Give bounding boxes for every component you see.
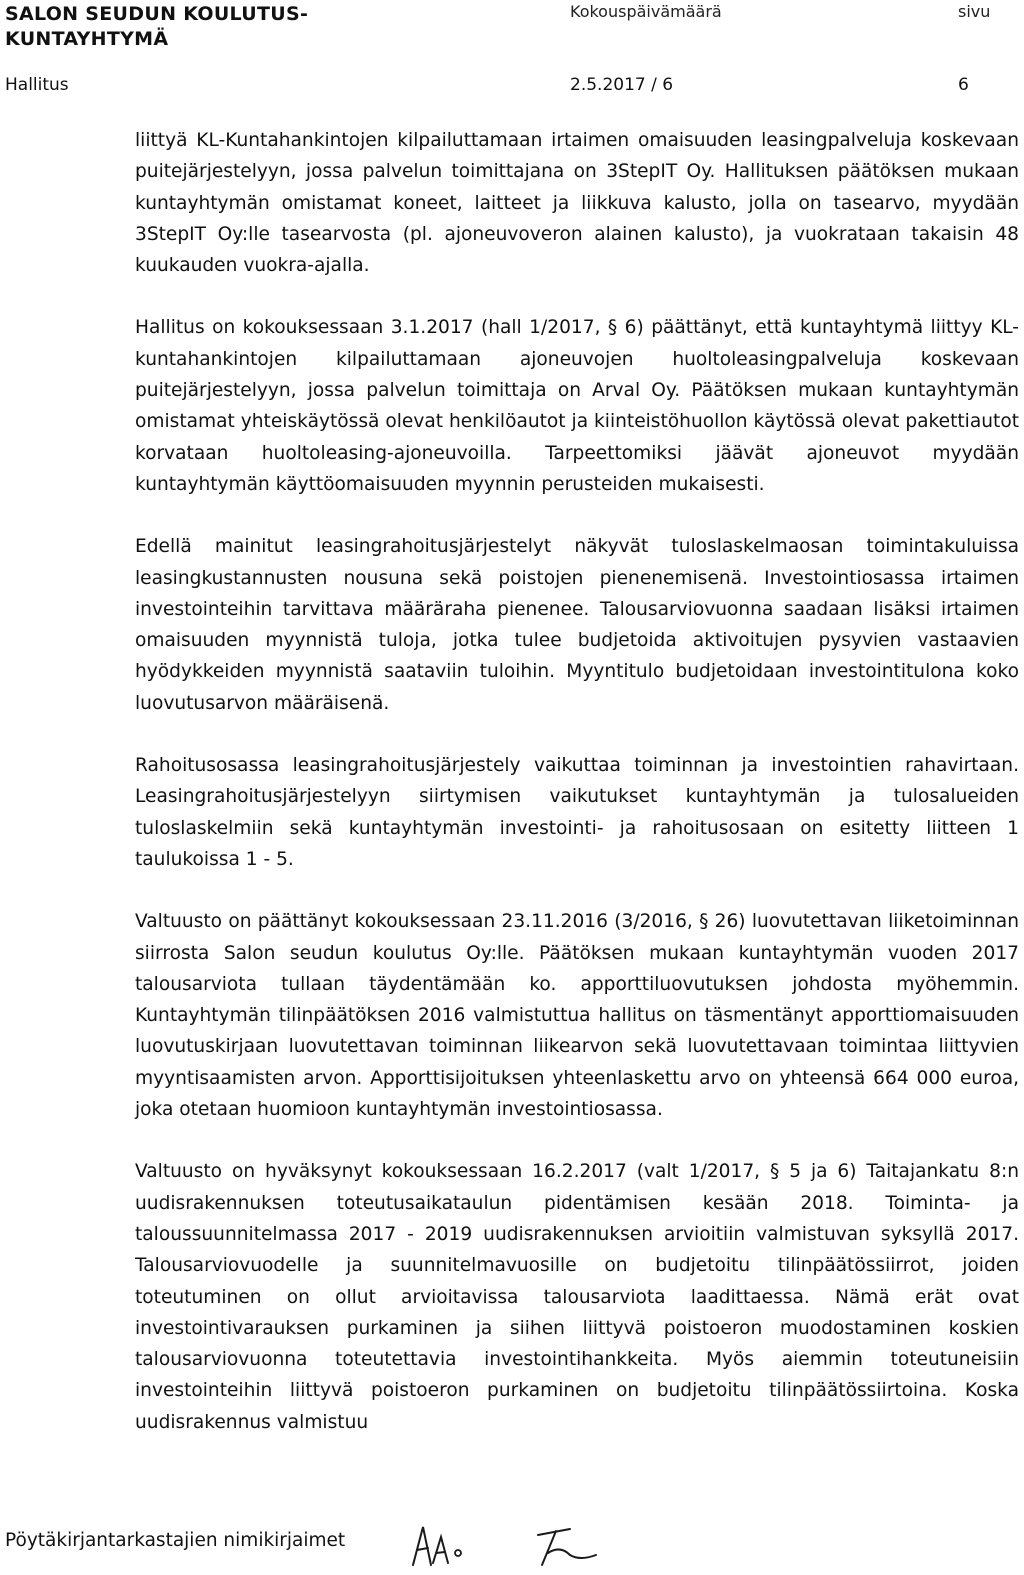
minutes-checkers-initials-label: Pöytäkirjantarkastajien nimikirjaimet — [5, 1530, 346, 1551]
handwritten-initials-1 — [410, 1515, 470, 1570]
governing-body: Hallitus — [5, 75, 69, 95]
paragraph: Valtuusto on hyväksynyt kokouksessaan 16.2.2017 (valt 1/2017, § 5 ja 6) Taitajankatu 8:n uudisrakennuksen toteutusaikataulun pidentämisen kesään 2018. Toiminta- ja taloussuunnitelmassa 2017 - 2019 uudisrakennuksen arvioitiin valmistuvan syksyllä 2017. Talousarviovuodelle ja suunnitelmavuosille on budjetoitu tilinpäätössiirrot, joiden toteutuminen on ollut arvioitavissa talousarviota laadittaessa. Nämä erät ovat investointivarauksen purkaminen ja siihen liittyvä poistoeron muodostaminen koskien talousarviovuonna toteutettavia investointihankkeita. Myös aiemmin toteutuneisiin investointeihin liittyvä poistoeron purkaminen on budjetoitu tilinpäätössiirtoina. Koska uudisrakennus valmistuu — [135, 1161, 1019, 1433]
meeting-date-value: 2.5.2017 / 6 — [570, 75, 674, 95]
paragraph: Rahoitusosassa leasingrahoitusjärjestely vaikuttaa toiminnan ja investointien rahavirtaan. Leasingrahoitusjärjestelyyn siirtymisen vaikutukset kuntayhtymän ja tulosalueiden tuloslaskelmiin sekä kuntayhtymän investointi- ja rahoitusosaan on esitetty liitteen 1 taulukoissa 1 - 5. — [135, 755, 1019, 870]
paragraph: liittyä KL-Kuntahankintojen kilpailuttamaan irtaimen omaisuuden leasingpalveluja koskevaan puitejärjestelyyn, jossa palvelun toimittajana on 3StepIT Oy. Hallituksen päätöksen mukaan kuntayhtymän omistamat koneet, laitteet ja liikkuva kalusto, jolla on tasearvo, myydään 3StepIT Oy:lle tasearvosta (pl. ajoneuvoveron alainen kalusto), ja vuokrataan takaisin 48 kuukauden vuokra-ajalla. — [135, 130, 1019, 277]
handwritten-initials-2 — [530, 1515, 605, 1570]
page-label: sivu — [958, 2, 991, 21]
page-number: 6 — [958, 75, 969, 95]
paragraph: Hallitus on kokouksessaan 3.1.2017 (hall 1/2017, § 6) päättänyt, että kuntayhtymä liittyy KL-kuntahankintojen kilpailuttamaan ajoneuvojen huoltoleasingpalveluja koskevaan puitejärjestelyyn, jossa palvelun toimittaja on Arval Oy. Päätöksen mukaan kuntayhtymän omistamat yhteiskäytössä olevat henkilöautot ja kiinteistöhuollon käytössä olevat pakettiautot korvataan huoltoleasing-ajoneuvoilla. Tarpeettomiksi jäävät ajoneuvot myydään kuntayhtymän käyttöomaisuuden myynnin perusteiden mukaisesti. — [135, 317, 1019, 495]
paragraph: Edellä mainitut leasingrahoitusjärjestelyt näkyvät tuloslaskelmaosan toimintakuluissa leasingkustannusten nousuna sekä poistojen pienenemisenä. Investointiosassa irtaimen investointeihin tarvittava määräraha pienenee. Talousarviovuonna saadaan lisäksi irtaimen omaisuuden myynnistä tuloja, jotka tulee budjetoida aktivoitujen pysyvien vastaavien hyödykkeiden myynnistä saataviin tuloihin. Myyntitulo budjetoidaan investointitulona koko luovutusarvon määräisenä. — [135, 536, 1019, 714]
organization-name-line-2: KUNTAYHTYMÄ — [5, 28, 169, 50]
organization-name — [5, 2, 308, 52]
paragraph: Valtuusto on päättänyt kokouksessaan 23.11.2016 (3/2016, § 26) luovutettavan liiketoiminnan siirrosta Salon seudun koulutus Oy:lle. Päätöksen mukaan kuntayhtymän vuoden 2017 talousarviota tullaan täydentämään ko. apporttiluovutuksen johdosta myöhemmin. Kuntayhtymän tilinpäätöksen 2016 valmistuttua hallitus on täsmentänyt apporttiomaisuuden luovutuskirjaan luovutettavan toiminnan liikearvon sekä luovutettavaan toimintaa liittyvien myyntisaamisten arvon. Apporttisijoituksen yhteenlaskettu arvo on yhteensä 664 000 euroa, joka otetaan huomioon kuntayhtymän investointiosassa. — [135, 911, 1019, 1121]
meeting-date-label: Kokouspäivämäärä — [570, 2, 722, 21]
organization-name-line-1: SALON SEUDUN KOULUTUS- — [5, 3, 309, 25]
document-body — [135, 125, 1019, 1469]
